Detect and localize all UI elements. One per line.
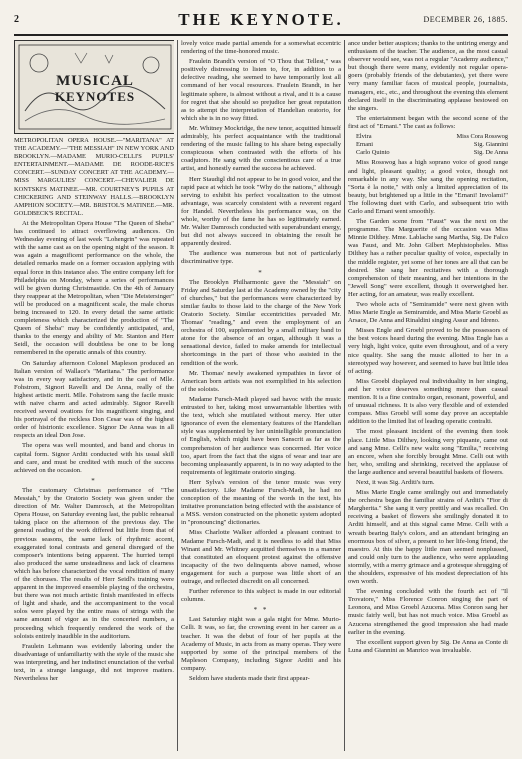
paragraph: The Brooklyn Philharmonic gave the "Messiah" on Friday and Saturday last at the Academy owned by the "city of churches," but the performances were characterized by similar faults to those laid to the charge of the New York Oratorio Society. Similar eccentricities pervaded Mr. Thomas' "reading," and even the employment of an orchestra of 100, supplemented by a small military band to atone for the absence of an organ, although it was a sensational device, failed to make amends for intellectual shortcomings in the part of those who assisted in the rendition of the work. <box>181 278 341 367</box>
section-divider: * <box>91 476 97 485</box>
logo-illustration <box>15 41 174 133</box>
paragraph: Misses Engle and Groebl proved to be the possessors of the best voices heard during the evening. Miss Engle has a very high, light voice, quite even throughout, and of a very nice quality. She sang the music allotted to her in a stereotyped way however, and seemed to have but little idea of acting. <box>348 327 508 375</box>
paragraph: Miss Groebl displayed real individuality in her singing, and her voice deserves something more than casual mention. It is a fine contralto organ, resonant, powerful, and of unusual richness. It is also very flexible and of extended compass. Miss Groebl will some day prove an acceptable addition to the limited list of leading operatic contralti. <box>348 377 508 426</box>
paragraph: Further reference to this subject is made in our editorial columns. <box>181 588 341 604</box>
paragraph: Miss Rosswog has a high soprano voice of good range and light, pleasant quality; a good voice, though not remarkable in any way. She sang the opening recitation, "Sorta è la notte," with only a limited appreciation of its beauty, but brightened up a little in the "Ernani! Involami!" The following duet with Carlo, and subsequent trio with Carlo and Ernani went smoothly. <box>348 159 508 215</box>
paragraph: Herr Staudigl did not appear to be in good voice, and the rapid pace at which he took "Why do the nations," although serving to exhibit his perfect vocalization to the utmost advantage, was scarcely consistent with a reverent regard for Handel. Nevertheless his performance was, on the whole, worthy of the fame he has so legitimately earned. Mr. Walter Damrosch conducted with superabundant energy, but did not always succeed in obtaining the result he apparently desired. <box>181 175 341 248</box>
paragraph: Fraulein Lehmann was evidently laboring under the disadvantage of unfamiliarity with the style of the music she was interpreting, and her indistinct enunciation of the verbal text, in a strange language, did not improve matters. Nevertheless her <box>14 642 174 683</box>
page-header <box>14 12 508 36</box>
paragraph: The excellent support given by Sig. De Anna as Conte di Luna and Giannini as Manrico was invaluable. <box>348 638 508 654</box>
column-3 <box>348 40 508 753</box>
paragraph: The audience was numerous but not of particularly discriminative type. <box>181 250 341 266</box>
cast-row: Carlo Quinto Sig. De Anna <box>356 148 508 156</box>
paragraph: The opera was well mounted, and band and chorus in capital form. Signor Arditi conducted with his usual skill and care, and must be credited with much of the success achieved on the occasion. <box>14 442 174 474</box>
column-rule <box>177 40 178 751</box>
paragraph: Mr. Thomas' newly awakened sympathies in favor of American born artists was not exemplified in his selection of the soloists. <box>181 369 341 393</box>
paragraph: Fraulein Brandt's version of "O Thou that Tellest," was positively distressing to listen to, for, in addition to a defective reading, she seemed to have temporarily lost all command of her vocal resources. Fraulein Brandt, in her legitimate sphere, is almost without a rival, and it is a cause for regret that she should so prejudice her great reputation as to attempt the interpretation of Handelian oratorio, for which she is in no way fitted. <box>181 58 341 122</box>
column-1 <box>14 40 174 753</box>
paragraph: The customary Christmas performance of "The Messiah," by the Oratorio Society was given under the direction of Mr. Walter Damrosch, at the Metropolitan Opera House, on Saturday evening last, the public rehearsal taking place on the afternoon of the previous day. The general reading of the work differed but little from that of previous seasons, the same lack of rhythmic accent, exaggerated tonal contrasts and general disregard of the composer's intentions being apparent. The hurried tempi also produced the same unsteadiness and lack of clearness which has before characterized the vocal rendition of many of the choruses. The results of Herr Seidl's training were apparent in the improved ensemble playing of the orchestra, but there was not much artistic finish manifested in effects of light and shade, and the accompaniment to the vocal solos were played by the entire mass of strings with the same amount of vigor as in the concerted numbers, a proceeding which frequently rendered the work of the soloists entirely inaudible in the auditorium. <box>14 486 174 640</box>
contents-summary: METROPOLITAN OPERA HOUSE.—"MARITANA" AT THE ACADEMY.—"THE MESSIAH" IN NEW YORK AND BROOKLYN.—MADAME MURIO-CELLI'S PUPILS' ENTERTAINMENT.—MADAME DE ROODE-RICE'S CONCERT.—SUNDAY CONCERT AT THE ACADEMY.—MISS MARGULIES' CONCERT.—CHEVALIER DE KONTSKI'S MATINEE.—MR. COURTNEY'S PUPILS AT CHICKERING AND STEINWAY HALLS.—BROOKLYN AMPHION SOCIETY.—MR. BRISTOL'S MATINEE.—MR. GOLDBECK'S RECITAL. <box>14 137 174 217</box>
paragraph: Miss Marie Engle came smilingly out and immediately the orchestra began the familiar strains of Arditi's "Fior di Margherita." She sang it very prettily and was recalled. On receiving a basket of flowers she smilingly donated it to Arditi himself, and at this signal came Mme. Celli with a wreath bearing Italy's colors, and an attendant bringing an enormous box of silver, a present to her life-long friend, the maestro. At this the happy little man seemed nonplussed, and could only turn to the audience, who were applauding stormily, with a merry grimace and a grotesque shrugging of the shoulders, expressive of his modest depreciation of his own worth. <box>348 489 508 586</box>
paragraph: The Garden scene from "Faust" was the next on the programme. The Marguerite of the occasion was Miss Minnie Dilthey. Mme. Lablache sang Martha, Sig. De Falco was Faust, and Mr. John Gilbert Mephistopheles. Miss Dilthey has a rather peculiar quality of voice, especially in the middle register, yet some of her tones are all that can be desired. She sang her recitatives with a thorough comprehension of their meaning, and her intentions in the "Jewell Song" were excellent, though it overweighed her. Her acting, for an amateur, was really excellent. <box>348 218 508 298</box>
cast-list <box>356 133 508 156</box>
column-2 <box>181 40 341 753</box>
paragraph: At the Metropolitan Opera House "The Queen of Sheba" has continued to attract overflowing audiences. On Wednesday evening of last week "Lohengrin" was repeated with the same cast as on the opening night of the season. It was again a magnificent performance on the whole, the detailed remarks made on a former occasion applying with equal force in this instance also. The entire company left for Philadelphia on Monday, where a series of performances will be given during Christmastide. On the 4th of January they reappear at the Metropolitan, when "Die Meistersinger" will be produced on a magnificent scale, the male chorus being increased to 120. In every detail the same artistic completeness which characterized the production of "The Queen of Sheba" may be confidently anticipated, and, thanks to the energy and ability of Mr. Stanton and Herr Seidl, the occasion will doubtless be one to be long remembered in the operatic annals of this country. <box>14 219 174 357</box>
issue-date: DECEMBER 26, 1885. <box>423 15 508 24</box>
paragraph: Mr. Whitney Mockridge, the new tenor, acquitted himself admirably, his perfect acquaintance with the traditional rendering of the music falling to his share being especially conspicuous when contrasted with the efforts of his coadjutors. He sang with the conscientious care of a true artist, and honestly earned the success he achieved. <box>181 124 341 173</box>
paragraph: Madame Fursch-Madi played sad havoc with the music entrusted to her, taking most unwarrantable liberties with the text, which she mutilated without mercy. Her utter ignorance of even the elementary features of the Handelian style was supplemented by her unintelligible pronunciation of English, which might have been Sanscrit as far as the comprehension of her audience was concerned. Her voice too, apart from the fact that the signs of wear and tear are becoming unpleasantly apparent, is in no way adapted to the requirements of legitimate oratorio singing. <box>181 395 341 476</box>
paragraph: On Saturday afternoon Colonel Mapleson produced an Italian version of Wallace's "Maritana." The performance was in every way satisfactory, and in the cast of Mlle. Fohstrom, Signori Ravelli and De Anna, really of the highest artistic merit. Mlle. Fohstrom sang the facile music with naive charm and acted admirably. Signor Ravelli received several ovations for his magnificent singing, and his portrayal of the reckless Don Cesar was of the highest order of histrionic excellence. Signor De Anna was in all respects an ideal Don Jose. <box>14 359 174 440</box>
paragraph: Seldom have students made their first appear- <box>189 675 310 683</box>
masthead: THE KEYNOTE. <box>178 10 344 29</box>
section-divider: * * <box>253 606 269 615</box>
section-divider: * <box>258 268 264 277</box>
paragraph: The evening concluded with the fourth act of "Il Trovatore," Miss Florence Conron singing the part of Leonora, and Miss Groebl Azucena. Miss Conron sang her music fairly well, but has not much voice. Miss Groebl as Azucena strengthened the good impression she had made earlier in the evening. <box>348 588 508 636</box>
paragraph: Miss Charlotte Walker afforded a pleasant contrast to Madame Fursch-Madi, and it is needless to add that Miss Winant and Mr. Whitney acquitted themselves in a manner that constituted an eloquent protest against the offensive incapacity of the two delinquents above named, whose engagement for such a purpose was little short of an outrage, and reflected discredit on all concerned. <box>181 529 341 585</box>
paragraph: ance under better auspices; thanks to the untiring energy and enthusiasm of the teacher. The audience, as the most casual observer would see, was not a regular "Academy audience," but though there were many, evidently not regular opera-goers (probably friends of the debutantes), yet there were very many familiar faces of musical people, journalists, managers, etc., etc., and throughout the evening this element declared itself in the discriminating applause bestowed on the singers. <box>348 40 508 112</box>
cast-row: Ernani Sig. Giannini <box>356 140 508 148</box>
column-rule <box>344 40 345 751</box>
paragraph: Last Saturday night was a gala night for Mme. Murio-Celli. It was, so far, the crowning event in her career as a teacher. It was the debut of four of her pupils at the Academy of Music, in acts from as many operas. They were supported by some of the principal members of the Mapleson Company, including Signor Arditi and his company. <box>181 616 341 672</box>
paragraph: Herr Sylva's version of the tenor music was very unsatisfactory. Like Madame Fursch-Madi, he had no conception of the meaning of the words in the text, his imitative pronunciation being effected with the assistance of a MSS. version constructed on the phonetic system adopted in "pronouncing" dictionaries. <box>181 478 341 527</box>
paragraph: The entertainment began with the second scene of the first act of "Ernani." The cast as follows: <box>348 114 508 130</box>
svg-text:KEYNOTES: KEYNOTES <box>54 89 136 104</box>
page-number: 2 <box>14 14 19 25</box>
paragraph: lovely voice made partial amends for a somewhat eccentric rendering of the time-honored music. <box>181 40 341 56</box>
paragraph: The most pleasant incident of the evening then took place. Little Miss Dilthey, looking very piquante, came out and sang Mme. Celli's new waltz song "Emilia," receiving an encore, when she forcibly brought Mme. Celli out with her, who, smiling and shrinking, received the applause of the large audience and several beautiful baskets of flowers. <box>348 428 508 476</box>
cast-row: Elvira Miss Cora Rosswog <box>356 133 508 141</box>
musical-keynotes-logo <box>14 40 174 134</box>
paragraph: Next, it was Sig. Arditi's turn. <box>356 478 435 486</box>
logo-text: MUSICAL <box>56 73 134 89</box>
paragraph: Two whole acts of "Semiramide" were next given with Miss Marie Engle as Semiramide, and Miss Marie Groebl as Arsace, De Anna and Rinaldini singing Assur and Idreno. <box>348 301 508 325</box>
